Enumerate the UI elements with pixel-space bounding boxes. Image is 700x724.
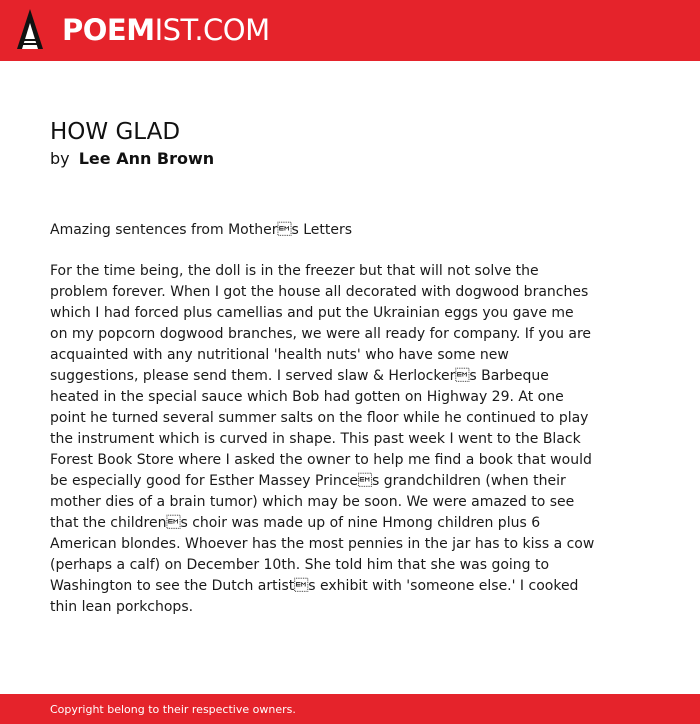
site-header — [0, 0, 700, 61]
by-label: by — [50, 149, 70, 168]
copyright-text: Copyright belong to their respective owners. — [50, 703, 296, 716]
pencil-icon[interactable] — [16, 9, 44, 51]
logo-light-text: IST.COM — [154, 13, 270, 47]
poem-subtitle: Amazing sentences from Mothers Letters — [50, 222, 353, 238]
logo-bold-text: POEM — [62, 13, 155, 47]
site-footer — [0, 694, 700, 724]
poem-title: HOW GLAD — [50, 119, 181, 145]
byline — [50, 149, 214, 169]
poem-body: For the time being, the doll is in the freezer but that will not solve the problem forever. When I got the house all decorated with dogwood branches which I had forced plus camellias and put the Ukrainian eggs you gave me on my popcorn dogwood branches, we were all ready for company. If you are acquainted with any nutritional 'health nuts' who have some new suggestions, please send them. I served slaw & Herlockers Barbeque heated in the special sauce which Bob had gotten on Highway 29. At one point he turned several summer salts on the floor while he continued to play the instrument which is curved in shape. This past week I went to the Black Forest Book Store where I asked the owner to help me find a book that would be especially good for Esther Massey Princes grandchildren (when their mother dies of a brain tumor) which may be soon. We were amazed to see that the childrens choir was made up of nine Hmong children plus 6 American blondes. Whoever has the most pennies in the jar has to kiss a cow (perhaps a calf) on December 10th. She told him that she was going to Washington to see the Dutch artists exhibit with 'someone else.' I cooked thin lean porkchops. — [50, 263, 595, 615]
author-name: Lee Ann Brown — [78, 149, 215, 168]
site-logo[interactable] — [62, 12, 270, 48]
